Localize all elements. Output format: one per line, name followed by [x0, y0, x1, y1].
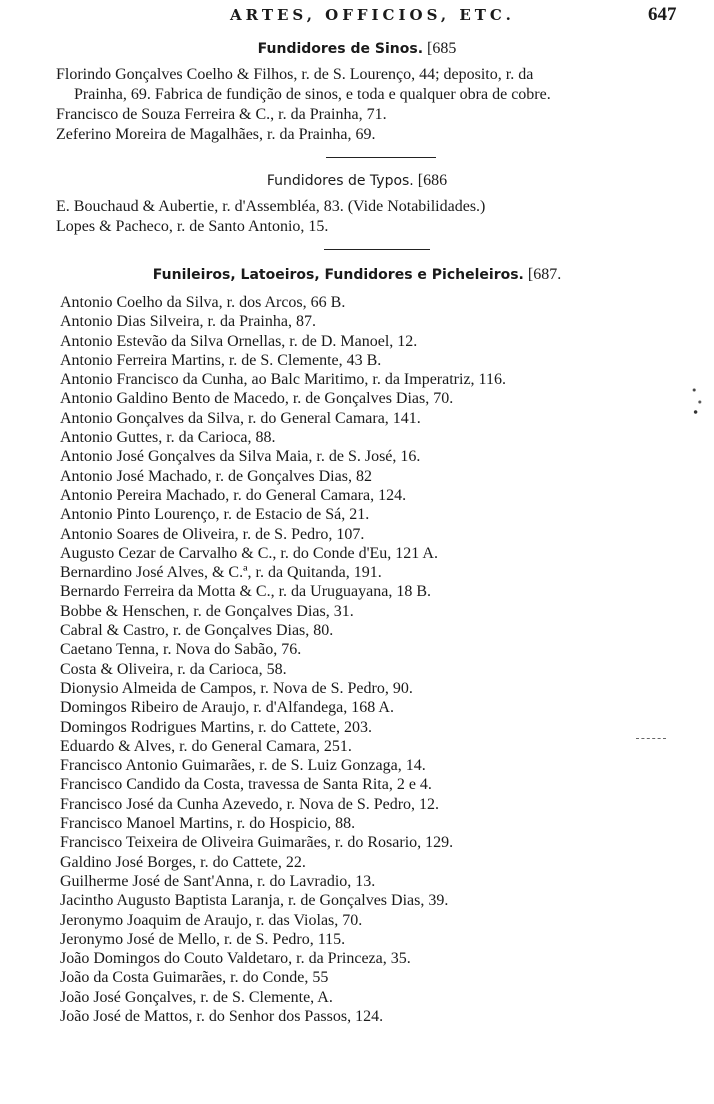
- list-item: João José Gonçalves, r. de S. Clemente, A.: [60, 988, 333, 1006]
- list-item: Eduardo & Alves, r. do General Camara, 251.: [60, 737, 352, 755]
- section-title-text: Fundidores de Sinos.: [257, 41, 424, 57]
- print-mark: [636, 738, 666, 739]
- list-item: Antonio Coelho da Silva, r. dos Arcos, 66 B.: [60, 294, 346, 311]
- list-item: Antonio Guttes, r. da Carioca, 88.: [60, 429, 276, 447]
- section-number: [685: [427, 40, 457, 57]
- list-item: Francisco Teixeira de Oliveira Guimarães, r. do Rosario, 129.: [60, 834, 454, 852]
- list-item: Antonio Gonçalves da Silva, r. do General Camara, 141.: [60, 409, 421, 427]
- section-title-funileiros: [0, 266, 714, 284]
- divider-rule: [326, 157, 436, 158]
- entry-list: [60, 293, 700, 1026]
- running-head: ARTES, OFFICIOS, ETC.: [230, 6, 515, 24]
- section-title-text: Funileiros, Latoeiros, Fundidores e Picheleiros.: [152, 267, 524, 283]
- list-item: Antonio Estevão da Silva Ornellas, r. de D. Manoel, 12.: [60, 332, 418, 350]
- list-item: Galdino José Borges, r. do Cattete, 22.: [60, 853, 306, 871]
- entry-line: Lopes & Pacheco, r. de Santo Antonio, 15.: [56, 218, 329, 235]
- list-item: Augusto Cezar de Carvalho & C., r. do Conde d'Eu, 121 A.: [60, 544, 438, 562]
- list-item: Bernardino José Alves, & C.ª, r. da Quitanda, 191.: [60, 564, 382, 582]
- list-item: Francisco Antonio Guimarães, r. de S. Luiz Gonzaga, 14.: [60, 757, 426, 775]
- list-item: Jeronymo Joaquim de Araujo, r. das Violas, 70.: [60, 911, 363, 929]
- list-item: Caetano Tenna, r. Nova do Sabão, 76.: [60, 641, 302, 659]
- list-item: Antonio Ferreira Martins, r. de S. Clemente, 43 B.: [60, 351, 382, 369]
- list-item: Bobbe & Henschen, r. de Gonçalves Dias, 31.: [60, 602, 354, 620]
- entry-line: Florindo Gonçalves Coelho & Filhos, r. de S. Lourenço, 44; deposito, r. da: [56, 66, 534, 83]
- list-item: Guilherme José de Sant'Anna, r. do Lavradio, 13.: [60, 872, 376, 890]
- section-title-fundidores-de-typos: [0, 172, 714, 190]
- entry-line: Zeferino Moreira de Magalhães, r. da Prainha, 69.: [56, 126, 376, 143]
- list-item: Domingos Rodrigues Martins, r. do Cattete, 203.: [60, 718, 372, 736]
- list-item: Jacintho Augusto Baptista Laranja, r. de Gonçalves Dias, 39.: [60, 892, 449, 910]
- section-number: [687.: [527, 266, 562, 283]
- list-item: Francisco Candido da Costa, travessa de Santa Rita, 2 e 4.: [60, 776, 432, 794]
- section-title-text: Fundidores de Typos.: [266, 173, 414, 189]
- list-item: Antonio Pinto Lourenço, r. de Estacio de Sá, 21.: [60, 506, 370, 524]
- print-speckle: [690, 378, 704, 418]
- list-item: Cabral & Castro, r. de Gonçalves Dias, 80.: [60, 622, 334, 640]
- list-item: Antonio Francisco da Cunha, ao Balc Maritimo, r. da Imperatriz, 116.: [60, 371, 506, 389]
- list-item: Bernardo Ferreira da Motta & C., r. da Uruguayana, 18 B.: [60, 583, 432, 601]
- list-item: Antonio Dias Silveira, r. da Prainha, 87.: [60, 313, 316, 331]
- divider-rule: [324, 249, 430, 250]
- list-item: João da Costa Guimarães, r. do Conde, 55: [60, 969, 329, 987]
- list-item: Francisco José da Cunha Azevedo, r. Nova de S. Pedro, 12.: [60, 795, 440, 813]
- entry-line: E. Bouchaud & Aubertie, r. d'Assembléa, 83. (Vide Notabilidades.): [56, 198, 486, 215]
- list-item: Costa & Oliveira, r. da Carioca, 58.: [60, 660, 287, 678]
- list-item: Antonio José Machado, r. de Gonçalves Dias, 82: [60, 467, 372, 485]
- list-item: Antonio Galdino Bento de Macedo, r. de Gonçalves Dias, 70.: [60, 390, 454, 408]
- entry-line-continuation: Prainha, 69. Fabrica de fundição de sinos, e toda e qualquer obra de cobre.: [74, 86, 551, 103]
- list-item: Antonio Soares de Oliveira, r. de S. Pedro, 107.: [60, 525, 365, 543]
- section-title-fundidores-de-sinos: [0, 40, 714, 58]
- list-item: Francisco Manoel Martins, r. do Hospicio, 88.: [60, 815, 356, 833]
- section-number: [686: [417, 172, 448, 189]
- list-item: Domingos Ribeiro de Araujo, r. d'Alfandega, 168 A.: [60, 699, 394, 717]
- list-item: Antonio Pereira Machado, r. do General Camara, 124.: [60, 486, 407, 504]
- list-item: Antonio José Gonçalves da Silva Maia, r. de S. José, 16.: [60, 448, 421, 466]
- list-item: Jeronymo José de Mello, r. de S. Pedro, 115.: [60, 930, 346, 948]
- page-number: 647: [648, 4, 677, 25]
- list-item: Dionysio Almeida de Campos, r. Nova de S. Pedro, 90.: [60, 679, 413, 697]
- list-item: João Domingos do Couto Valdetaro, r. da Princeza, 35.: [60, 950, 411, 968]
- list-item: João José de Mattos, r. do Senhor dos Passos, 124.: [60, 1007, 384, 1025]
- entry-line: Francisco de Souza Ferreira & C., r. da Prainha, 71.: [56, 106, 387, 123]
